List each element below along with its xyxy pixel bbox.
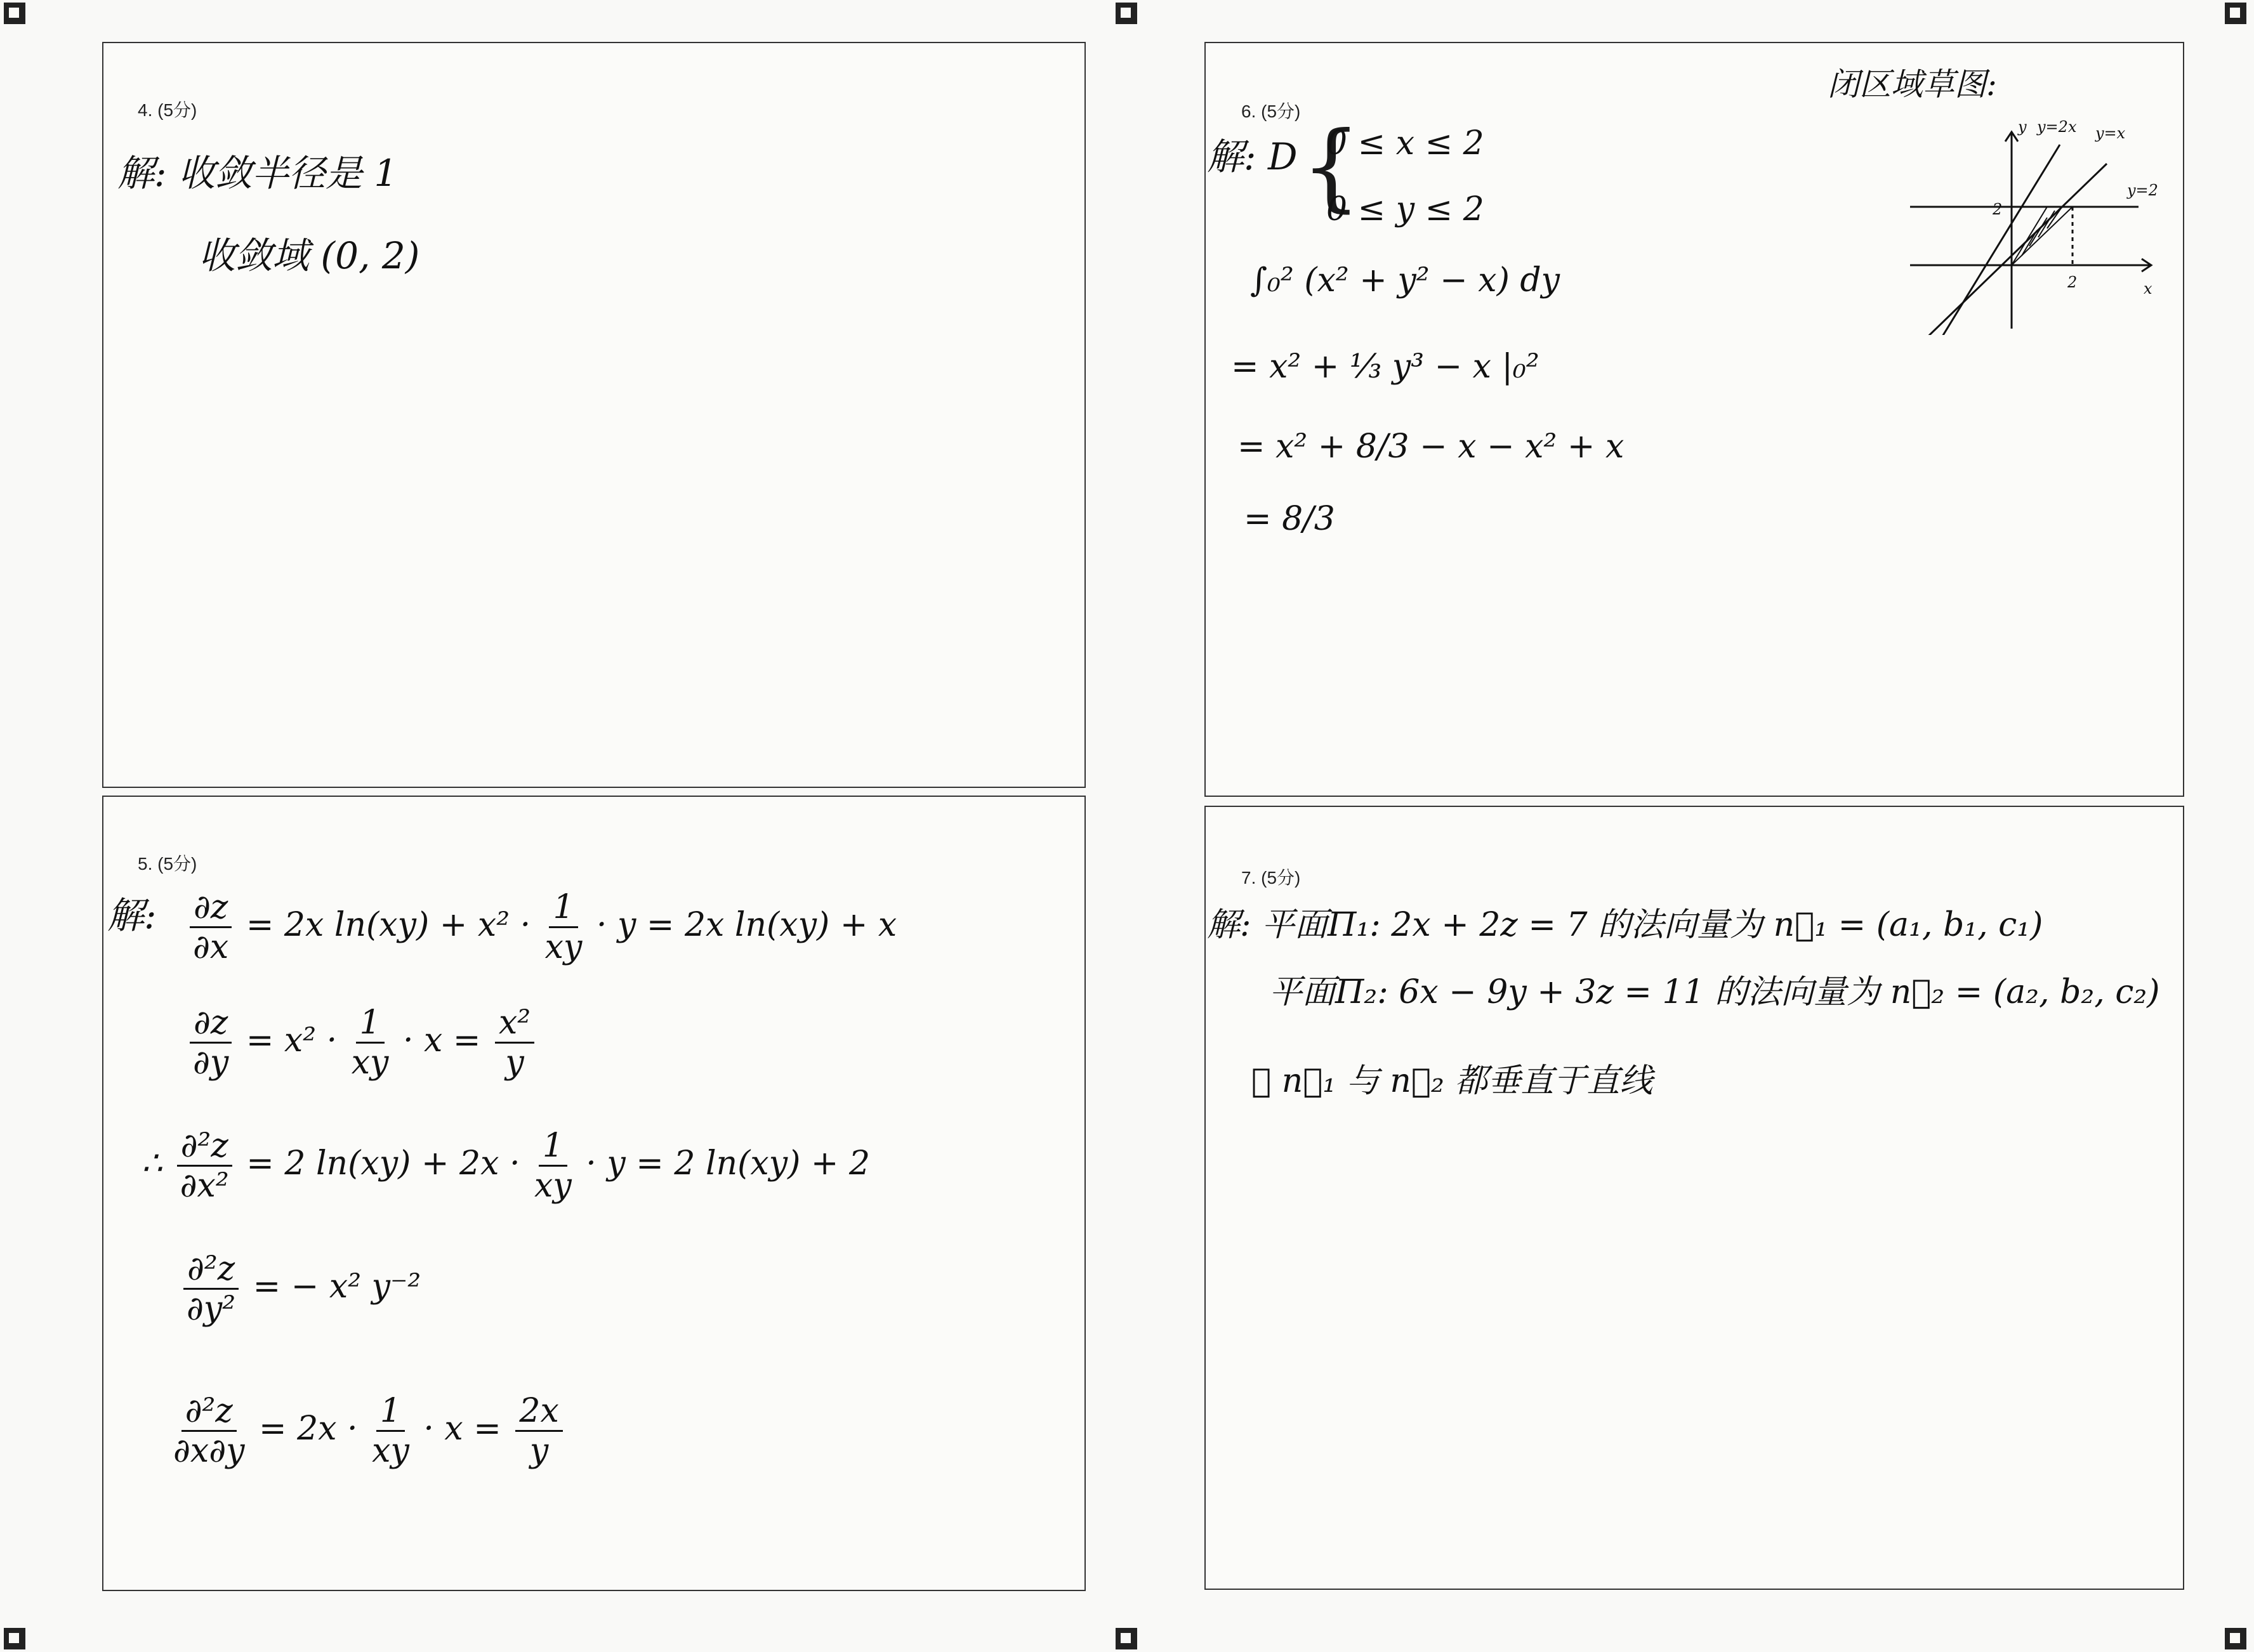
partial-fraction: $\frac{\partial z}{\partial x}$ [190,891,232,964]
registration-marker-bottom-center [1116,1628,1137,1649]
registration-marker-top-left [4,3,25,24]
question-label-q6: 6. (5分) [1241,102,1301,121]
label-line-y2: y=2 [2127,181,2158,199]
q5-line-dz-dy: $\frac{\partial z}{\partial y}$ = x² · $\frac{1}{xy}$ · x = $\frac{\text{x²}}{y}$ [186,1006,538,1079]
tick-label-y: 2 [1993,200,2003,218]
q6-line-antiderivative: = x² + ⅓ y³ − x |₀² [1231,348,1539,386]
fraction: $\frac{2x}{y}$ [515,1394,562,1467]
answer-box-q6 [1204,42,2184,797]
region-sketch [1897,107,2164,335]
fraction: $\frac{\text{x²}}{y}$ [495,1006,534,1079]
sketch-title: 闭区域草图: [1828,66,1997,103]
label-line-x: y=x [2095,124,2126,142]
line-y-equals-2x [1935,145,2060,335]
q5-prefix: 解: [107,894,157,937]
fraction: $\frac{1}{xy}$ [372,1392,409,1470]
q6-brace: { [1301,112,1362,222]
q5-line-d2z-dx2: ∴ $\frac{\text{∂²z}}{\text{∂x²}}$ = 2 ln(xy) + 2x · $\frac{1}{xy}$ · y = 2 ln(xy) + 2 [142,1127,871,1205]
fraction: $\frac{1}{xy}$ [351,1004,389,1082]
q5-line-d2z-dxdy: $\frac{\text{∂²z}}{\partial x\partial y}$ = 2x · $\frac{1}{xy}$ · x = $\frac{2x}{y}$ [169,1394,567,1467]
q6-line-integral: ∫₀² (x² + y² − x) dy [1250,261,1560,299]
label-line-2x: y=2x [2037,118,2077,136]
partial-fraction: $\frac{\text{∂²z}}{\partial x\partial y}$ [173,1392,245,1470]
answer-box-q4 [102,42,1086,788]
tick-label-x: 2 [2067,273,2078,291]
q6-line-substitution: = x² + 8/3 − x − x² + x [1237,428,1625,466]
registration-marker-bottom-right [2225,1628,2246,1649]
question-label-q5: 5. (5分) [138,854,197,874]
q5-line-d2z-dy2: $\frac{\text{∂²z}}{\text{∂y²}}$ = − x² y⁻² [180,1252,421,1325]
q7-line-conclusion: ∴ n⃗₁ 与 n⃗₂ 都垂直于直线 [1251,1062,1653,1100]
registration-marker-top-right [2225,3,2246,24]
answer-box-q7 [1204,806,2184,1590]
q6-condition-y: 0 ≤ y ≤ 2 [1326,190,1484,228]
partial-fraction: $\frac{\text{∂²z}}{\text{∂x²}}$ [177,1129,232,1202]
question-label-q4: 4. (5分) [138,100,197,120]
shaded-region [2012,207,2073,265]
label-x-axis: x [2144,280,2152,298]
registration-marker-bottom-left [4,1628,25,1649]
q6-condition-x: 0 ≤ x ≤ 2 [1326,124,1484,162]
q4-line-domain: 收敛域 (0, 2) [199,234,420,277]
q4-line-radius: 解: 收敛半径是 1 [117,152,398,195]
q6-line-result: = 8/3 [1244,500,1335,538]
fraction: $\frac{1}{xy}$ [544,888,583,966]
partial-fraction: $\frac{\text{∂²z}}{\text{∂y²}}$ [183,1252,239,1325]
q7-line-plane1: 解: 平面Π₁: 2x + 2z = 7 的法向量为 n⃗₁ = (a₁, b₁, c₁) [1207,906,2043,944]
q7-line-plane2: 平面Π₂: 6x − 9y + 3z = 11 的法向量为 n⃗₂ = (a₂, b₂, c₂) [1269,973,2160,1011]
registration-marker-top-center [1116,3,1137,24]
q6-prefix: 解: D [1207,135,1298,178]
answer-box-q5 [102,796,1086,1591]
partial-fraction: $\frac{\partial z}{\partial y}$ [190,1006,232,1079]
fraction: $\frac{1}{xy}$ [534,1127,572,1205]
question-label-q7: 7. (5分) [1241,868,1301,888]
q5-line-dz-dx: $\frac{\partial z}{\partial x}$ = 2x ln(xy) + x² · $\frac{1}{xy}$ · y = 2x ln(xy) + x [186,891,897,964]
label-y-axis: y [2018,118,2027,136]
